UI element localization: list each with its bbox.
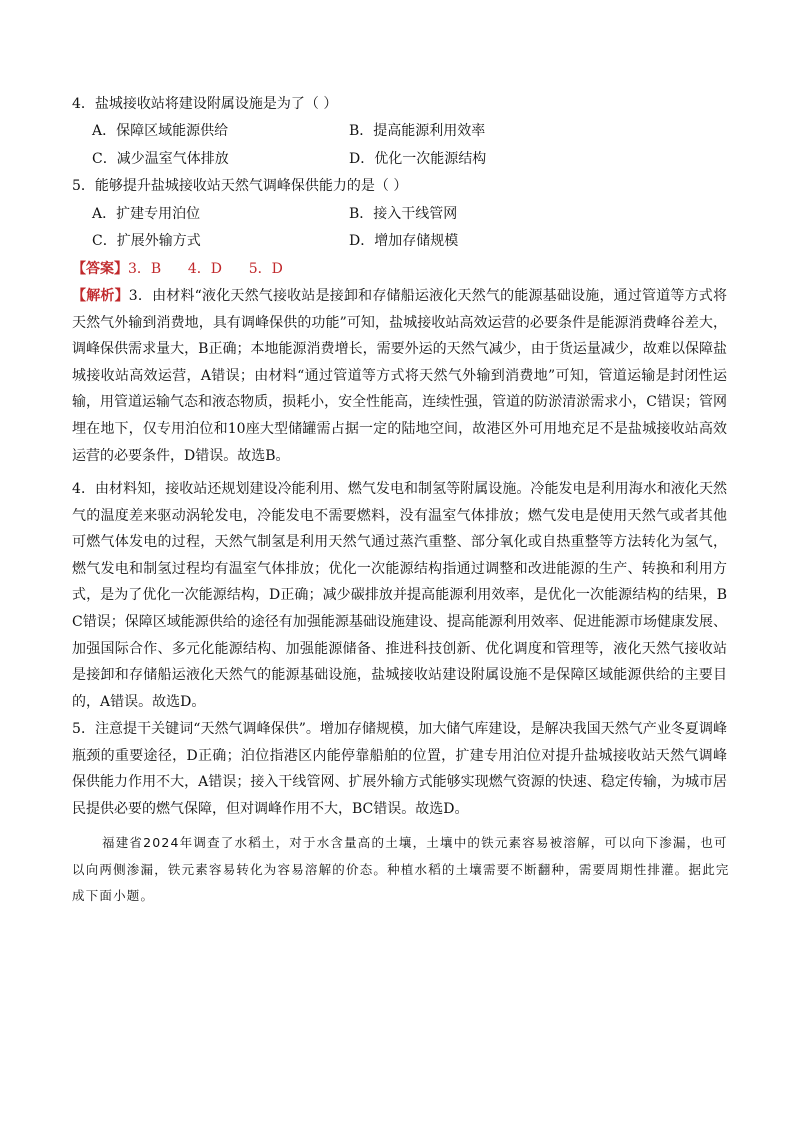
question-4-option-d: D．优化一次能源结构 (349, 151, 487, 167)
analysis-3-text: 3．由材料“液化天然气接收站是接卸和存储船运液化天然气的能源基础设施，通过管道等方式将天然气外输到消费地，具有调峰保供的功能”可知，盐城接收站高效运营的必要条件是能源消费峰谷差大，调峰保供需求量大，B正确；本地能源消费增长，需要外运的天然气减少，由于货运量减少，故难以保障盐城接收站高效运营，A错误；由材料“通过管道等方式将天然气外输到消费地”可知，管道运输是封闭性运输，用管道运输气态和液态物质，损耗小，安全性能高，连续性强，管道的防淤清淤需求小，C错误；管网埋在地下，仅专用泊位和10座大型储罐需占据一定的陆地空间，故港区外可用地充足不是盐城接收站高效运营的必要条件，D错误。故选B。 (72, 288, 728, 464)
question-4-option-c: C．减少温室气体排放 (92, 151, 229, 167)
answer-value: 3．B 4．D 5．D (128, 261, 283, 277)
analysis-paragraph-3 (72, 283, 727, 469)
question-5-option-a: A．扩建专用泊位 (92, 206, 201, 222)
question-4-option-a: A．保障区域能源供给 (92, 123, 229, 139)
material-text: 福建省2024年调查了水稻土，对于水含量高的土壤，土壤中的铁元素容易被溶解，可以向下渗漏，也可以向两侧渗漏，铁元素容易转化为容易溶解的价态。种植水稻的土壤需要不断翻种，需要周期性排灌。据此完成下面小题。 (72, 835, 730, 903)
analysis-label: 【解析】 (72, 288, 129, 304)
answer-label: 【答案】 (72, 261, 128, 277)
question-4-stem: 4．盐城接收站将建设附属设施是为了（ ） (72, 96, 338, 112)
question-4-option-b: B．提高能源利用效率 (349, 123, 486, 139)
answer-line (72, 259, 283, 279)
question-5-option-c: C．扩展外输方式 (92, 233, 201, 249)
question-5-option-d: D．增加存储规模 (349, 233, 459, 249)
question-5-option-b: B．接入干线管网 (349, 206, 458, 222)
analysis-paragraph-5: 5．注意提干关键词“天然气调峰保供”。增加存储规模，加大储气库建设，是解决我国天然气产业冬夏调峰瓶颈的重要途径，D正确；泊位指港区内能停靠船舶的位置，扩建专用泊位对提升盐城接收站天然气调峰保供能力作用不大，A错误；接入干线管网、扩展外输方式能够实现燃气资源的快速、稳定传输，为城市居民提供必要的燃气保障，但对调峰作用不大，BC错误。故选D。 (72, 721, 727, 817)
question-5-stem: 5．能够提升盐城接收站天然气调峰保供能力的是（ ） (72, 178, 408, 194)
analysis-paragraph-4: 4．由材料知，接收站还规划建设冷能利用、燃气发电和制氢等附属设施。冷能发电是利用海水和液化天然气的温度差来驱动涡轮发电，冷能发电不需要燃料，没有温室气体排放；燃气发电是使用天然气或者其他可燃气体发电的过程，天然气制氢是利用天然气通过蒸汽重整、部分氧化或自热重整等方法转化为氢气，燃气发电和制氢过程均有温室气体排放；优化一次能源结构指通过调整和改进能源的生产、转换和利用方式，是为了优化一次能源结构，D正确；减少碳排放并提高能源利用效率，是优化一次能源结构的结果，BC错误；保障区域能源供给的途径有加强能源基础设施建设、提高能源利用效率、促进能源市场健康发展、加强国际合作、多元化能源结构、加强能源储备、推进科技创新、优化调度和管理等，液化天然气接收站是接卸和存储船运液化天然气的能源基础设施，盐城接收站建设附属设施不是保障区域能源供给的主要目的，A错误。故选D。 (72, 481, 727, 710)
